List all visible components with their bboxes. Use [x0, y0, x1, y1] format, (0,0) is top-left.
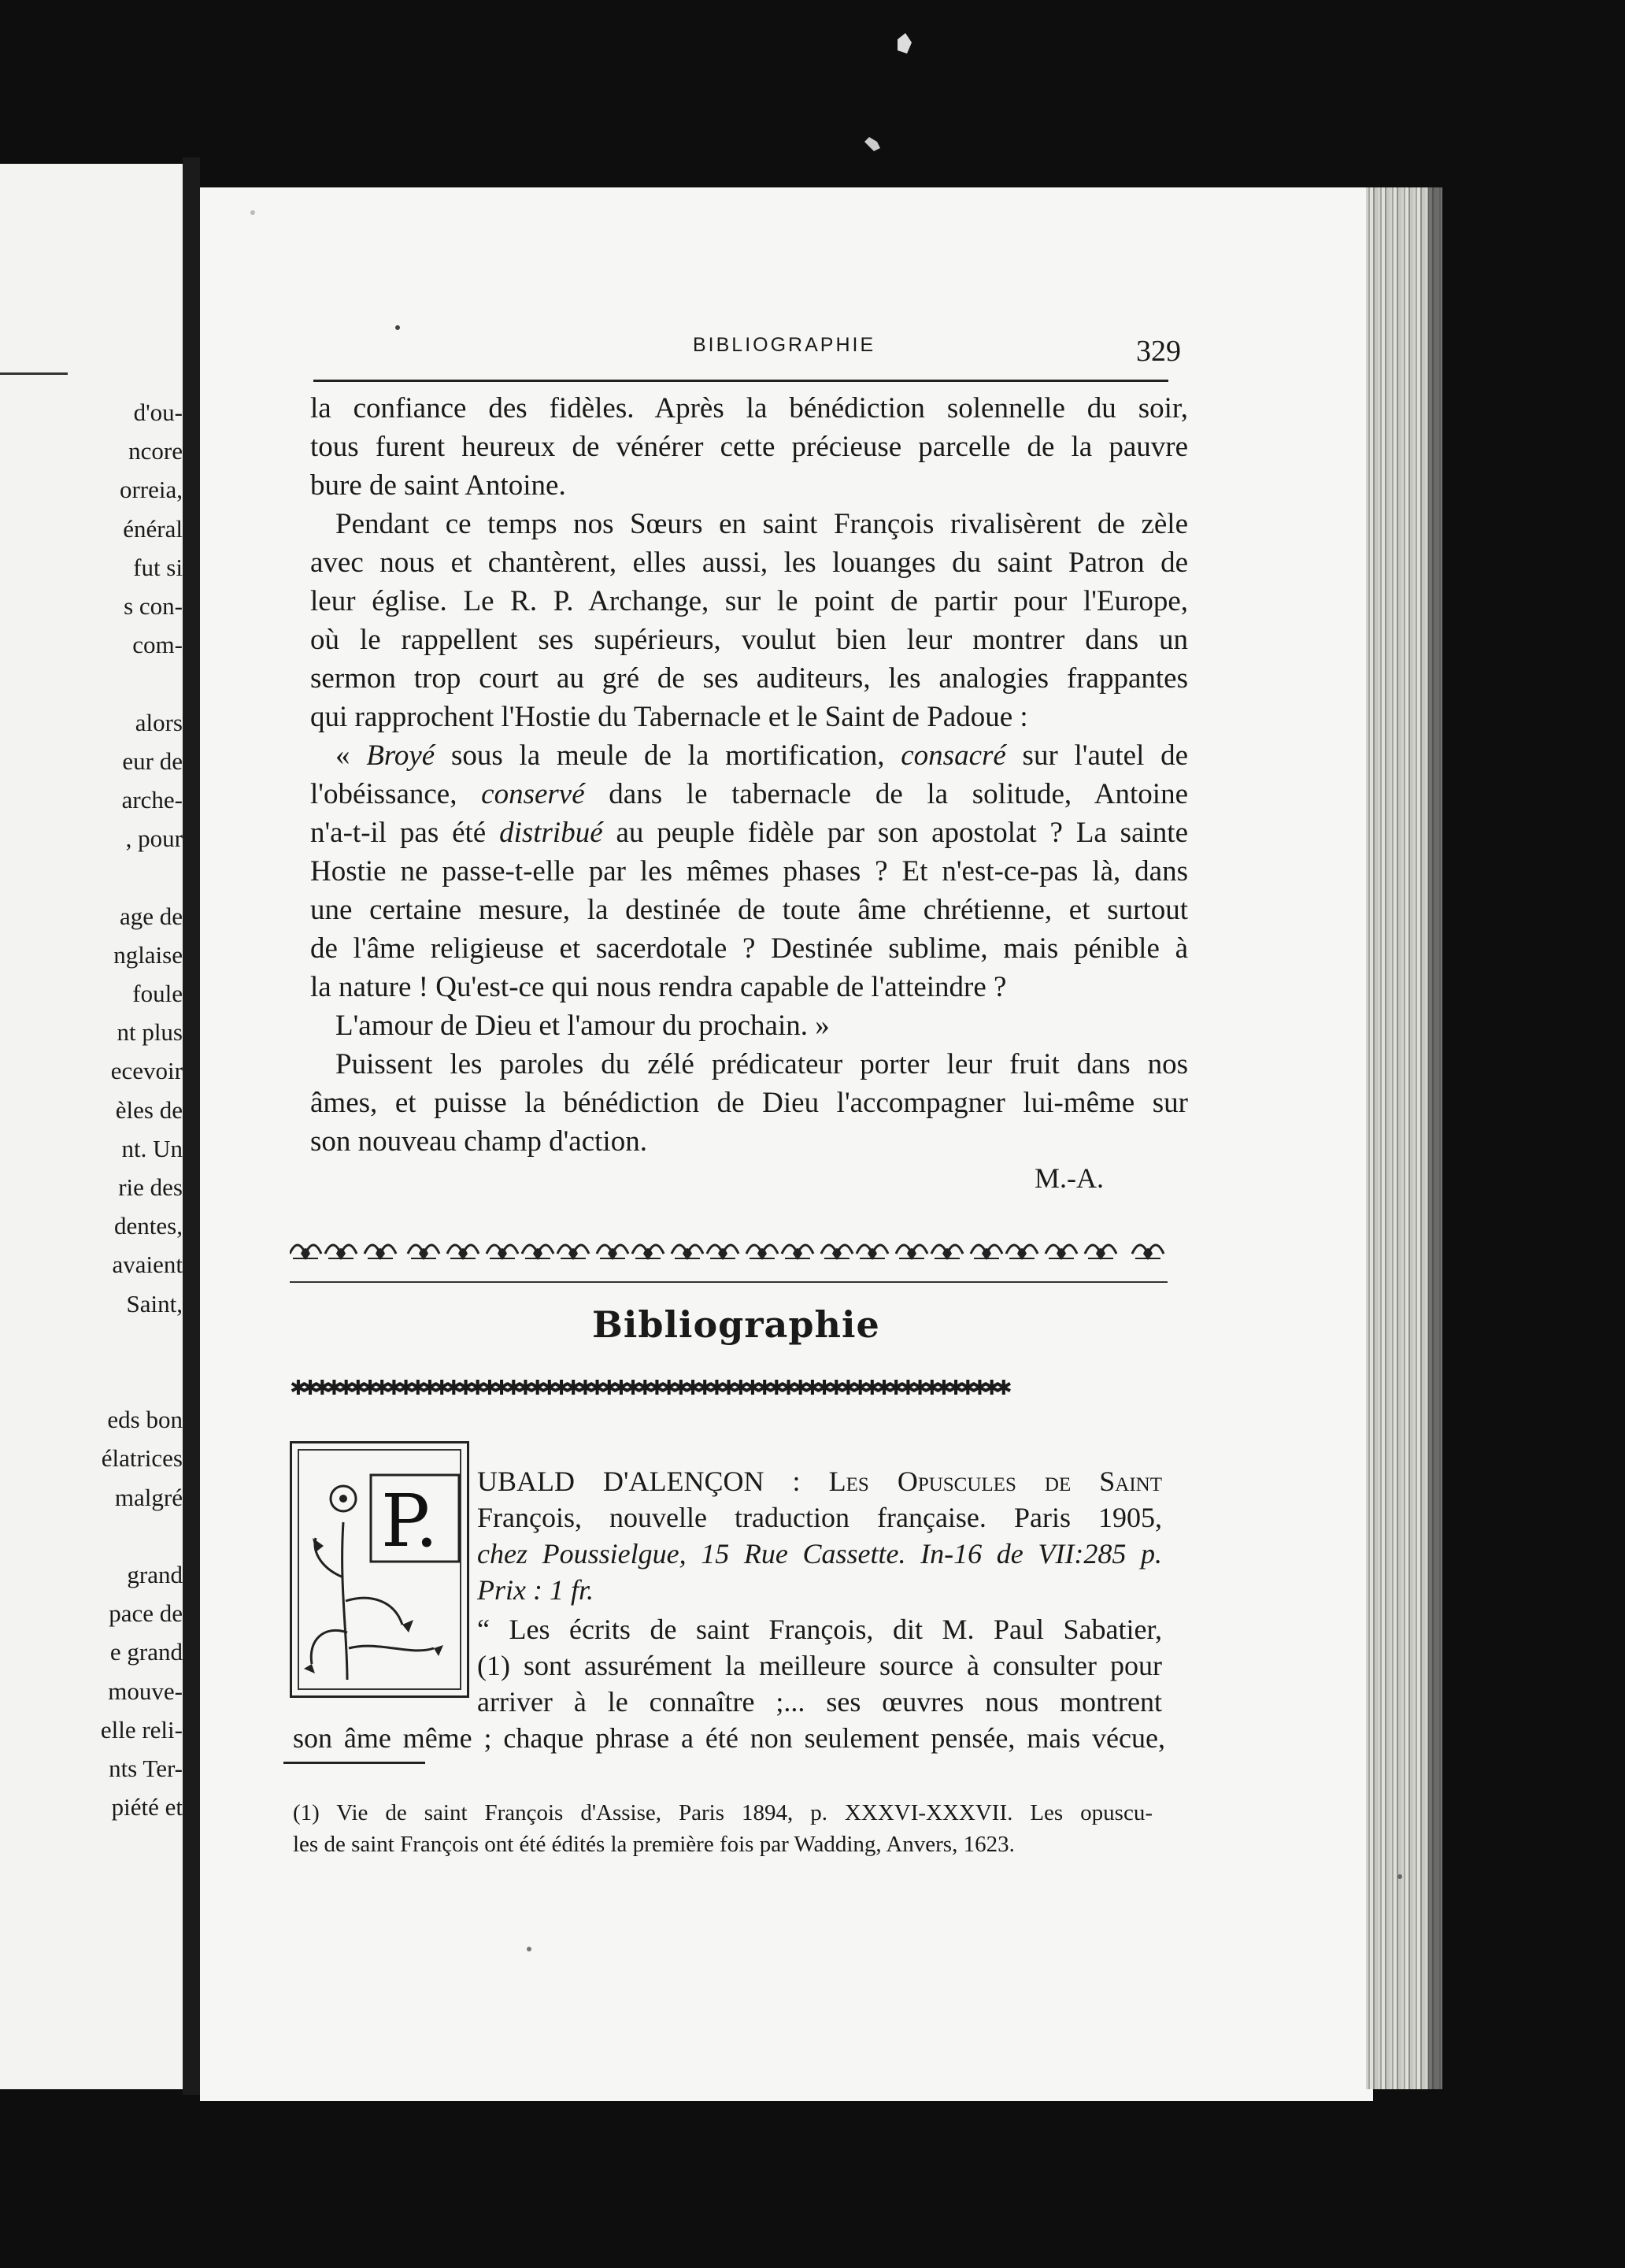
- paragraph-2: [310, 505, 1188, 736]
- previous-page-line: nglaise: [113, 940, 183, 969]
- drop-cap-illustration: [290, 1441, 469, 1698]
- previous-page-line: ncore: [128, 437, 183, 465]
- paragraph-quote-end: [310, 1006, 1188, 1045]
- body-line-2: (1) sont assurément la meilleure source à consulter pour: [477, 1650, 1162, 1681]
- text-line: Puissent les paroles du zélé prédicateur porter leur fruit dans nos: [335, 1048, 1188, 1080]
- running-header: BIBLIOGRAPHIE: [693, 334, 876, 356]
- previous-page-line: piété et: [111, 1793, 183, 1821]
- previous-page-line: eur de: [122, 747, 183, 775]
- drop-cap-letter: P.: [381, 1479, 439, 1563]
- previous-page-line: orreia,: [119, 476, 183, 504]
- previous-page-line: grand: [127, 1561, 183, 1588]
- text-line: âmes, et puisse la bénédiction de Dieu l'accompagner lui-même sur: [310, 1087, 1188, 1119]
- paragraph-1: [310, 389, 1188, 505]
- reference-price: Prix : 1 fr.: [477, 1574, 594, 1606]
- previous-page-line: pace de: [109, 1599, 183, 1628]
- text-line: de l'âme religieuse et sacerdotale ? Destinée sublime, mais pénible à: [310, 932, 1188, 965]
- text-line: la nature ! Qu'est-ce qui nous rendra capable de l'atteindre ?: [310, 971, 1007, 1003]
- previous-page-line: dentes,: [114, 1212, 183, 1240]
- text-line: qui rapprochent l'Hostie du Tabernacle et le Saint de Padoue :: [310, 701, 1028, 733]
- text-line: bure de saint Antoine.: [310, 469, 566, 502]
- text-line: une certaine mesure, la destinée de toute âme chrétienne, et surtout: [310, 894, 1188, 926]
- ornament-rule: [290, 1281, 1168, 1283]
- previous-page-line: arche-: [121, 786, 183, 813]
- text-line: son nouveau champ d'action.: [310, 1125, 647, 1158]
- previous-page-line: nt plus: [117, 1018, 183, 1047]
- body-line-3: arriver à le connaître ;... ses œuvres nous montrent: [477, 1686, 1162, 1718]
- previous-page-line: , pour: [125, 825, 183, 853]
- section-title: Bibliographie: [592, 1303, 880, 1346]
- previous-page-line: élatrices: [101, 1444, 183, 1473]
- previous-page-line: ecevoir: [110, 1057, 183, 1085]
- previous-page-line: mouve-: [108, 1677, 183, 1705]
- paragraph-closing: [310, 1045, 1188, 1161]
- text-line: où le rappellent ses supérieurs, voulut bien leur montrer dans un: [310, 624, 1188, 656]
- previous-page-line: fut si: [133, 553, 183, 581]
- body-line-4: son âme même ; chaque phrase a été non seulement pensée, mais vécue,: [293, 1722, 1165, 1754]
- previous-page-line: nts Ter-: [109, 1755, 183, 1782]
- previous-page-line: èles de: [115, 1095, 183, 1124]
- footnote-rule: [283, 1762, 425, 1764]
- previous-page-line: malgré: [114, 1483, 183, 1511]
- text-line: Pendant ce temps nos Sœurs en saint François rivalisèrent de zèle: [335, 508, 1188, 540]
- text-line: n'a-t-il pas été distribué au peuple fidèle par son apostolat ? La sainte: [310, 817, 1188, 849]
- text-line: Hostie ne passe-t-elle par les mêmes phases ? Et n'est-ce-pas là, dans: [310, 855, 1188, 888]
- previous-page-line: avaient: [112, 1251, 183, 1279]
- previous-page-line: rie des: [118, 1173, 183, 1201]
- text-line: leur église. Le R. P. Archange, sur le point de partir pour l'Europe,: [310, 585, 1188, 617]
- previous-page-line: e grand: [109, 1638, 183, 1666]
- previous-page-line: énéral: [123, 514, 183, 543]
- text-line: « Broyé sous la meule de la mortification, consacré sur l'autel de: [335, 739, 1188, 772]
- previous-page-line: Saint,: [126, 1289, 183, 1317]
- reference-line-2: François, nouvelle traduction française. Paris 1905,: [477, 1502, 1162, 1533]
- previous-page-line: age de: [119, 902, 183, 930]
- footnote-line-1: (1) Vie de saint François d'Assise, Paris 1894, p. XXXVI-XXXVII. Les opuscu-: [293, 1800, 1153, 1825]
- text-line: l'obéissance, conservé dans le tabernacle de la solitude, Antoine: [310, 778, 1189, 810]
- previous-page-line: eds bon: [107, 1406, 183, 1434]
- reference-line-1: UBALD D'ALENÇON : Les Opuscules de Saint: [477, 1466, 1162, 1497]
- text-line: la confiance des fidèles. Après la bénédiction solennelle du soir,: [310, 392, 1188, 424]
- text-line: avec nous et chantèrent, elles aussi, les louanges du saint Patron de: [310, 547, 1188, 579]
- previous-page-line: s con-: [124, 592, 183, 620]
- previous-page-line: elle reli-: [100, 1715, 183, 1744]
- previous-page-line: nt. Un: [121, 1134, 183, 1162]
- previous-page-line: d'ou-: [133, 398, 183, 426]
- text-line: L'amour de Dieu et l'amour du prochain. »: [335, 1010, 830, 1042]
- previous-page-line: foule: [132, 980, 183, 1007]
- page-number: 329: [1136, 335, 1181, 368]
- text-line: sermon trop court au gré de ses auditeurs, les analogies frappantes: [310, 662, 1188, 695]
- body-line-1: “ Les écrits de saint François, dit M. Paul Sabatier,: [477, 1614, 1162, 1645]
- signature: M.-A.: [1035, 1162, 1104, 1194]
- text-line: tous furent heureux de vénérer cette précieuse parcelle de la pauvre: [310, 431, 1188, 463]
- ornamental-band: [290, 1230, 1170, 1277]
- previous-page-line: com-: [132, 631, 183, 659]
- paragraph-quote: [310, 736, 1188, 1006]
- reference-line-3: chez Poussielgue, 15 Rue Cassette. In-16 de VII:285 p.: [477, 1538, 1162, 1569]
- header-rule: [313, 380, 1168, 382]
- previous-page-line: alors: [135, 708, 183, 736]
- footnote-line-2: les de saint François ont été édités la première fois par Wadding, Anvers, 1623.: [293, 1832, 1015, 1857]
- star-band: ✱✱✱✱✱✱✱✱✱✱✱✱✱✱✱✱✱✱✱✱✱✱✱✱✱✱✱✱✱✱✱✱✱✱✱✱✱✱✱✱✱✱✱✱✱✱✱✱✱✱✱✱✱✱✱✱✱✱✱✱: [290, 1377, 1008, 1400]
